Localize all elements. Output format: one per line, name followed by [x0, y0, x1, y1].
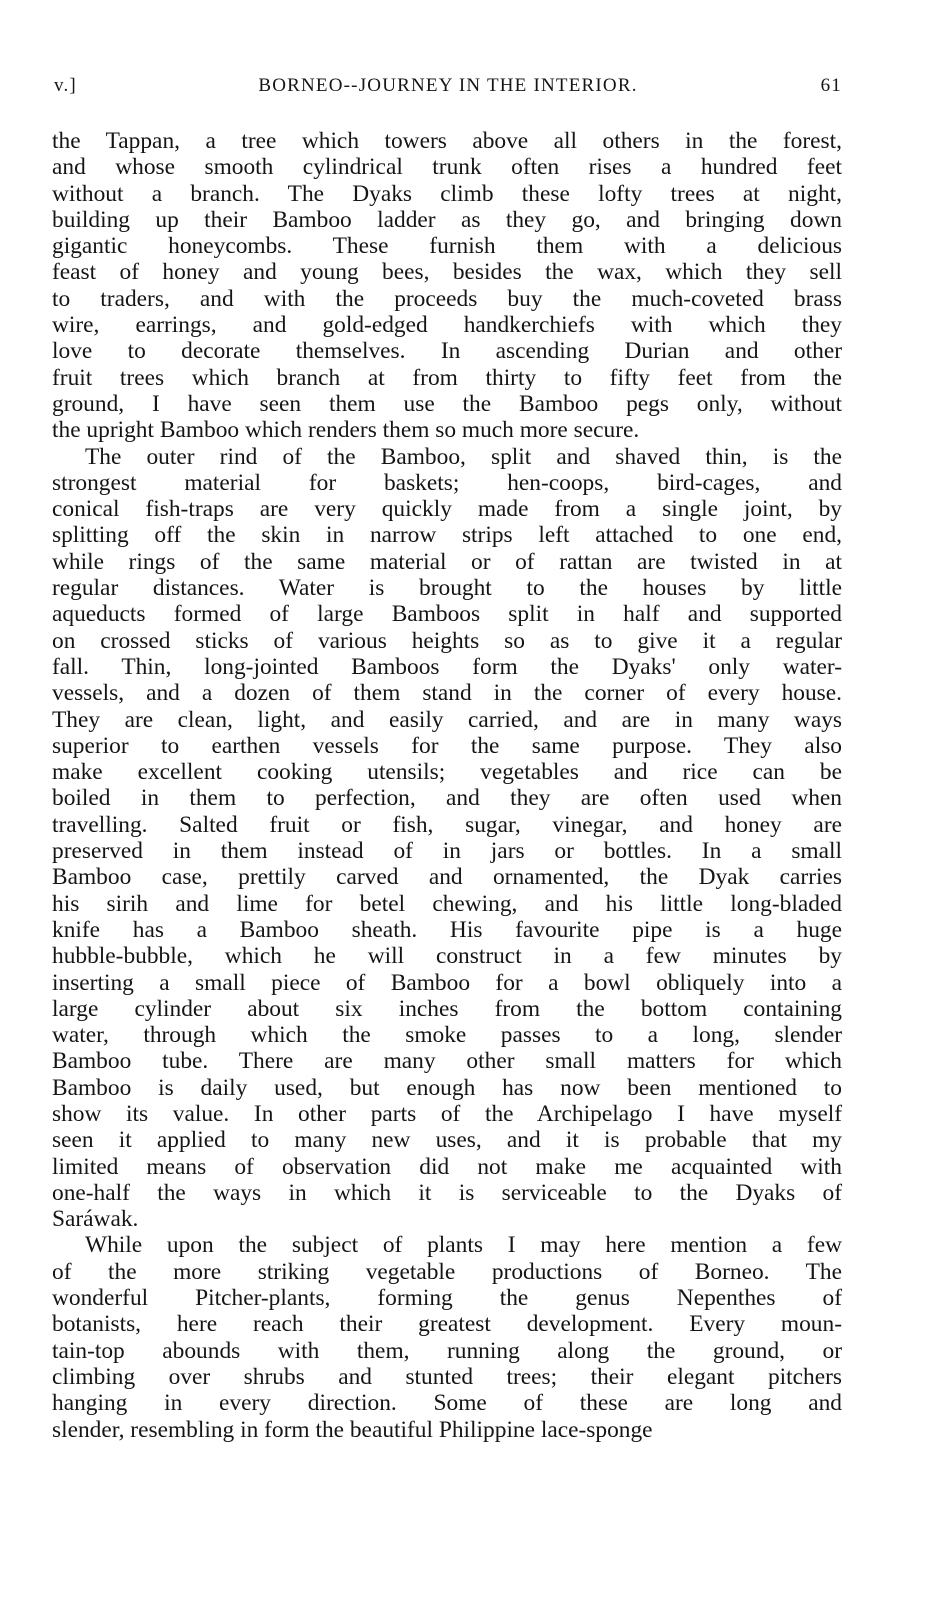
text-line: building up their Bamboo ladder as they go, and bringing down	[52, 206, 842, 233]
text-line: superior to earthen vessels for the same purpose. They also	[52, 732, 842, 759]
text-line: seen it applied to many new uses, and it is probable that my	[52, 1127, 842, 1154]
text-line: his sirih and lime for betel chewing, and his little long-bladed	[52, 890, 842, 917]
chapter-number: v.]	[54, 75, 77, 96]
text-line: They are clean, light, and easily carried, and are in many ways	[52, 706, 842, 733]
text-line: and whose smooth cylindrical trunk often rises a hundred feet	[52, 154, 842, 181]
text-line: while rings of the same material or of rattan are twisted in at	[52, 548, 842, 575]
text-line: Bamboo case, prettily carved and ornamented, the Dyak carries	[52, 864, 842, 891]
text-line: Saráwak.	[52, 1206, 139, 1233]
text-line: wonderful Pitcher-plants, forming the genus Nepenthes of	[52, 1285, 842, 1312]
text-line: splitting off the skin in narrow strips left attached to one end,	[52, 522, 842, 549]
text-line: inserting a small piece of Bamboo for a bowl obliquely into a	[52, 969, 842, 996]
text-line: aqueducts formed of large Bamboos split in half and supported	[52, 601, 842, 628]
text-line: one-half the ways in which it is serviceable to the Dyaks of	[52, 1179, 842, 1206]
text-line: botanists, here reach their greatest development. Every moun-	[52, 1311, 842, 1338]
text-line: to traders, and with the proceeds buy the much-coveted brass	[52, 285, 842, 312]
text-line: of the more striking vegetable productions of Borneo. The	[52, 1258, 842, 1285]
text-line: climbing over shrubs and stunted trees; their elegant pitchers	[52, 1363, 842, 1390]
text-line: conical fish-traps are very quickly made from a single joint, by	[52, 496, 842, 523]
text-line: Bamboo is daily used, but enough has now been mentioned to	[52, 1074, 842, 1101]
text-line: love to decorate themselves. In ascending Durian and other	[52, 338, 842, 365]
page-number: 61	[820, 75, 842, 96]
paragraph	[52, 444, 842, 1233]
text-line: feast of honey and young bees, besides the wax, which they sell	[52, 259, 842, 286]
text-line: on crossed sticks of various heights so as to give it a regular	[52, 627, 842, 654]
text-line: make excellent cooking utensils; vegetables and rice can be	[52, 759, 842, 786]
text-line: wire, earrings, and gold-edged handkerchiefs with which they	[52, 312, 842, 339]
text-line: gigantic honeycombs. These furnish them with a delicious	[52, 233, 842, 260]
text-line: hanging in every direction. Some of these are long and	[52, 1390, 842, 1417]
text-line: boiled in them to perfection, and they are often used when	[52, 785, 842, 812]
running-head	[54, 75, 842, 105]
text-line: strongest material for baskets; hen-coops, bird-cages, and	[52, 469, 842, 496]
text-line: limited means of observation did not make me acquainted with	[52, 1153, 842, 1180]
text-line: fall. Thin, long-jointed Bamboos form the Dyaks' only water-	[52, 653, 842, 680]
text-line: preserved in them instead of in jars or bottles. In a small	[52, 838, 842, 865]
text-line: without a branch. The Dyaks climb these lofty trees at night,	[52, 180, 842, 207]
text-line: large cylinder about six inches from the bottom containing	[52, 995, 842, 1022]
text-line: vessels, and a dozen of them stand in the corner of every house.	[52, 680, 842, 707]
body-text	[52, 128, 842, 1443]
text-line: knife has a Bamboo sheath. His favourite pipe is a huge	[52, 916, 842, 943]
running-title: BORNEO--JOURNEY IN THE INTERIOR.	[258, 75, 638, 96]
text-line: fruit trees which branch at from thirty to fifty feet from the	[52, 364, 842, 391]
text-line: show its value. In other parts of the Archipelago I have myself	[52, 1100, 842, 1127]
paragraph	[52, 128, 842, 444]
text-line: The outer rind of the Bamboo, split and shaved thin, is the	[85, 443, 842, 470]
text-line: the upright Bamboo which renders them so much more secure.	[52, 417, 640, 444]
text-line: travelling. Salted fruit or fish, sugar, vinegar, and honey are	[52, 811, 842, 838]
text-line: water, through which the smoke passes to a long, slender	[52, 1022, 842, 1049]
paragraph	[52, 1232, 842, 1442]
text-line: Bamboo tube. There are many other small matters for which	[52, 1048, 842, 1075]
text-line: hubble-bubble, which he will construct in a few minutes by	[52, 943, 842, 970]
text-line: tain-top abounds with them, running along the ground, or	[52, 1337, 842, 1364]
text-line: ground, I have seen them use the Bamboo pegs only, without	[52, 390, 842, 417]
text-line: While upon the subject of plants I may here mention a few	[85, 1232, 842, 1259]
text-line: regular distances. Water is brought to the houses by little	[52, 575, 842, 602]
text-line: the Tappan, a tree which towers above all others in the forest,	[52, 128, 842, 154]
text-line: slender, resembling in form the beautiful Philippine lace-sponge	[52, 1416, 653, 1443]
